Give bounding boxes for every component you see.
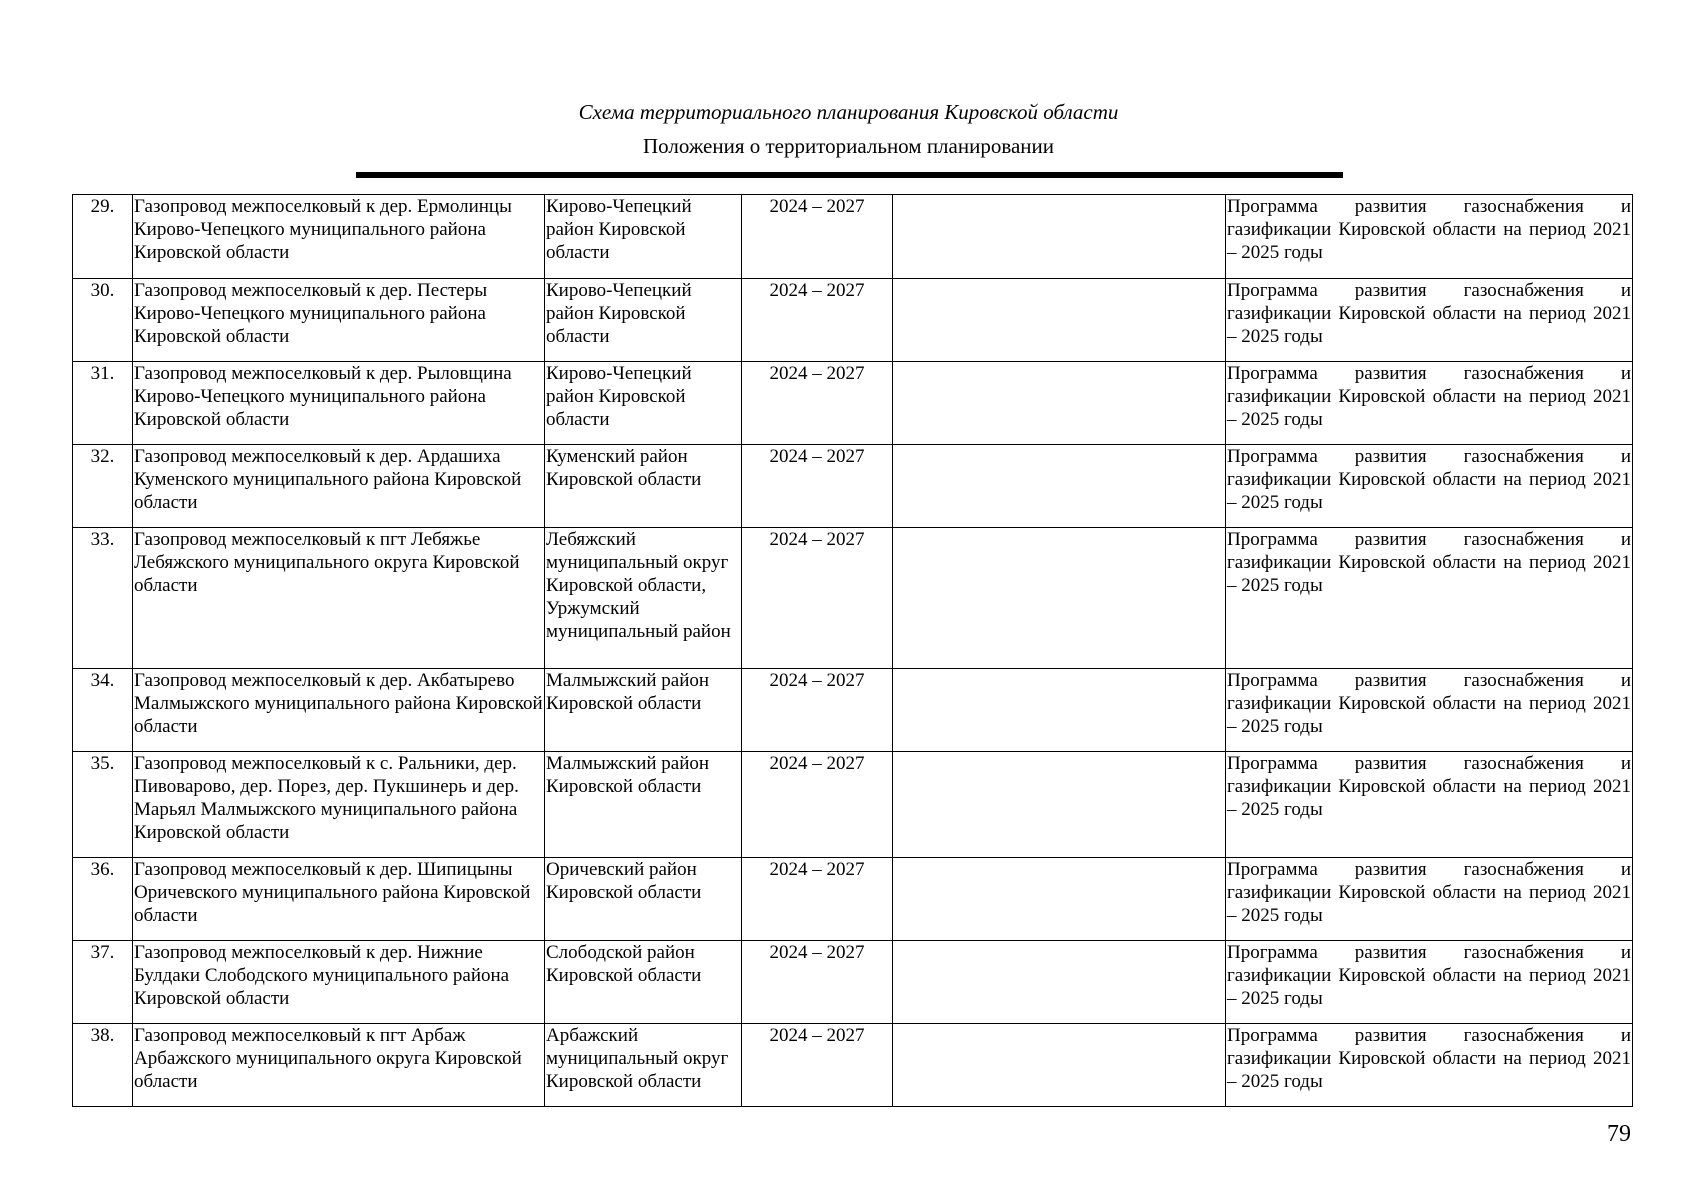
object-note (893, 1024, 1226, 1107)
object-name: Газопровод межпоселковый к дер. Ардашиха Куменского муниципального района Кировской области (133, 445, 545, 528)
object-note (893, 279, 1226, 362)
row-number: 36. (73, 858, 133, 941)
object-note (893, 941, 1226, 1024)
table-row (73, 941, 1633, 1024)
object-location: Малмыжский район Кировской области (545, 752, 742, 858)
implementation-period: 2024 – 2027 (742, 669, 893, 752)
row-number: 37. (73, 941, 133, 1024)
source-document: Программа развития газоснабжения и газификации Кировской области на период 2021 – 2025 годы (1226, 362, 1633, 445)
source-document: Программа развития газоснабжения и газификации Кировской области на период 2021 – 2025 годы (1226, 279, 1633, 362)
table-row (73, 279, 1633, 362)
table-row (73, 362, 1633, 445)
row-number: 30. (73, 279, 133, 362)
object-name: Газопровод межпоселковый к дер. Шипицыны Оричевского муниципального района Кировской области (133, 858, 545, 941)
object-name: Газопровод межпоселковый к дер. Акбатырево Малмыжского муниципального района Кировской области (133, 669, 545, 752)
source-document: Программа развития газоснабжения и газификации Кировской области на период 2021 – 2025 годы (1226, 669, 1633, 752)
table-body (73, 195, 1633, 1107)
object-location: Кирово-Чепецкий район Кировской области (545, 195, 742, 279)
object-location: Кирово-Чепецкий район Кировской области (545, 362, 742, 445)
object-name: Газопровод межпоселковый к дер. Рыловщина Кирово-Чепецкого муниципального района Кировской области (133, 362, 545, 445)
implementation-period: 2024 – 2027 (742, 752, 893, 858)
object-location: Оричевский район Кировской области (545, 858, 742, 941)
implementation-period: 2024 – 2027 (742, 1024, 893, 1107)
table-row (73, 752, 1633, 858)
table-row (73, 1024, 1633, 1107)
source-document: Программа развития газоснабжения и газификации Кировской области на период 2021 – 2025 годы (1226, 941, 1633, 1024)
object-location: Кирово-Чепецкий район Кировской области (545, 279, 742, 362)
implementation-period: 2024 – 2027 (742, 445, 893, 528)
implementation-period: 2024 – 2027 (742, 941, 893, 1024)
document-subtitle: Положения о территориальном планировании (642, 134, 1055, 158)
header-rule (356, 172, 1343, 178)
implementation-period: 2024 – 2027 (742, 195, 893, 279)
objects-table (72, 194, 1633, 1107)
object-note (893, 195, 1226, 279)
implementation-period: 2024 – 2027 (742, 362, 893, 445)
object-name: Газопровод межпоселковый к дер. Ермолинцы Кирово-Чепецкого муниципального района Кировской области (133, 195, 545, 279)
implementation-period: 2024 – 2027 (742, 858, 893, 941)
row-number: 35. (73, 752, 133, 858)
table-row (73, 669, 1633, 752)
source-document: Программа развития газоснабжения и газификации Кировской области на период 2021 – 2025 годы (1226, 858, 1633, 941)
object-location: Арбажский муниципальный округ Кировской области (545, 1024, 742, 1107)
object-note (893, 858, 1226, 941)
object-location: Малмыжский район Кировской области (545, 669, 742, 752)
object-location: Куменский район Кировской области (545, 445, 742, 528)
object-note (893, 528, 1226, 669)
document-title: Схема территориального планирования Кировской области (578, 100, 1119, 124)
object-note (893, 669, 1226, 752)
source-document: Программа развития газоснабжения и газификации Кировской области на период 2021 – 2025 годы (1226, 1024, 1633, 1107)
object-name: Газопровод межпоселковый к с. Ральники, дер. Пивоварово, дер. Порез, дер. Пукшинерь и дер. Марьял Малмыжского муниципального района Кировской области (133, 752, 545, 858)
object-location: Слободской район Кировской области (545, 941, 742, 1024)
object-name: Газопровод межпоселковый к пгт Арбаж Арбажского муниципального округа Кировской области (133, 1024, 545, 1107)
source-document: Программа развития газоснабжения и газификации Кировской области на период 2021 – 2025 годы (1226, 195, 1633, 279)
row-number: 29. (73, 195, 133, 279)
object-note (893, 445, 1226, 528)
page-number: 79 (1607, 1121, 1631, 1147)
object-name: Газопровод межпоселковый к дер. Нижние Булдаки Слободского муниципального района Кировской области (133, 941, 545, 1024)
object-name: Газопровод межпоселковый к дер. Пестеры Кирово-Чепецкого муниципального района Кировской области (133, 279, 545, 362)
object-location: Лебяжский муниципальный округ Кировской области, Уржумский муниципальный район (545, 528, 742, 669)
table-row (73, 858, 1633, 941)
row-number: 38. (73, 1024, 133, 1107)
table-row (73, 445, 1633, 528)
table-row (73, 195, 1633, 279)
row-number: 31. (73, 362, 133, 445)
table-row (73, 528, 1633, 669)
source-document: Программа развития газоснабжения и газификации Кировской области на период 2021 – 2025 годы (1226, 528, 1633, 669)
object-note (893, 752, 1226, 858)
row-number: 32. (73, 445, 133, 528)
object-name: Газопровод межпоселковый к пгт Лебяжье Лебяжского муниципального округа Кировской области (133, 528, 545, 669)
implementation-period: 2024 – 2027 (742, 279, 893, 362)
source-document: Программа развития газоснабжения и газификации Кировской области на период 2021 – 2025 годы (1226, 752, 1633, 858)
implementation-period: 2024 – 2027 (742, 528, 893, 669)
row-number: 34. (73, 669, 133, 752)
row-number: 33. (73, 528, 133, 669)
object-note (893, 362, 1226, 445)
source-document: Программа развития газоснабжения и газификации Кировской области на период 2021 – 2025 годы (1226, 445, 1633, 528)
